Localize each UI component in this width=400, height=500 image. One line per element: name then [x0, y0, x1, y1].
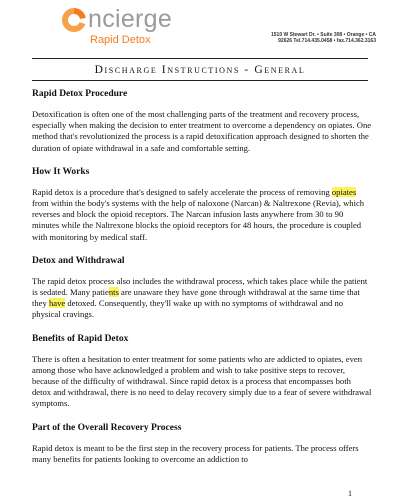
section-paragraph: Rapid detox is meant to be the first step in the recovery process for patients. The process offers many benefits for patients looking to overcome an addiction to	[32, 442, 359, 464]
highlighted-text: have	[48, 298, 66, 309]
section-heading: Rapid Detox Procedure	[32, 89, 128, 99]
highlighted-text: nts	[108, 287, 119, 298]
concierge-logo	[62, 6, 202, 50]
section-heading: How It Works	[32, 166, 90, 177]
logo-word: ncierge	[88, 5, 173, 33]
section-paragraph: Detoxification is often one of the most challenging parts of the treatment and recovery process, especially when making the decision to enter treatment to overcome a dependency on opiates. One method that's revolutionized the process is a rapid detoxification approach designed to shorten the duration of opiate withdrawal in a safe and comfortable setting.	[32, 109, 372, 153]
section-paragraph: Rapid detox is a procedure that's designed to safely accelerate the process of removing opiates from within the body's systems with the help of naloxone (Narcan) & Naltrexone (Revia), which reverses and block the opioid receptors. The Narcan infusion lasts anywhere from 30 to 90 minutes while the Naltrexone blocks the opioid receptors for 48 hours, the procedure is coupled with monitoring by medical staff.	[32, 186, 365, 242]
address-block	[271, 32, 376, 44]
title-rule-top	[32, 58, 368, 59]
document-body	[32, 88, 372, 477]
page-number: 1	[348, 489, 352, 498]
logo-subtitle: Rapid Detox	[90, 34, 151, 46]
letterhead	[0, 0, 400, 56]
address-line-2: 92626 Tel.714.435.0458 • fax.714.362.3163	[278, 38, 376, 44]
document-title: Discharge Instructions - General	[94, 64, 306, 76]
section-heading: Benefits of Rapid Detox	[32, 333, 129, 344]
section-heading: Detox and Withdrawal	[32, 255, 125, 266]
section-paragraph: The rapid detox process also includes the withdrawal process, which takes place while the patient is sedated. Many patients are unaware they have gone through withdrawal at the same time that they have detoxed. Consequently, they'll wake up with no symptoms of withdrawal and no physical cravings.	[32, 275, 368, 320]
section-paragraph: There is often a hesitation to enter treatment for some patients who are addicted to opiates, even among those who have acknowledged a problem and wish to take positive steps to recover, because of the difficulty of withdrawal. Since rapid detox is a process that encompasses both detox and withdrawal, there is no need to delay recovery simply due to a fear of severe withdrawal symptoms.	[32, 353, 372, 409]
highlighted-text: opiates	[331, 186, 357, 197]
section-heading: Part of the Overall Recovery Process	[32, 422, 182, 433]
address-line-1: 1510 W Stewart Dr. • Suite 308 • Orange • CA	[270, 32, 376, 38]
logo-ring-icon	[62, 8, 86, 32]
title-rule-bottom	[32, 80, 368, 81]
